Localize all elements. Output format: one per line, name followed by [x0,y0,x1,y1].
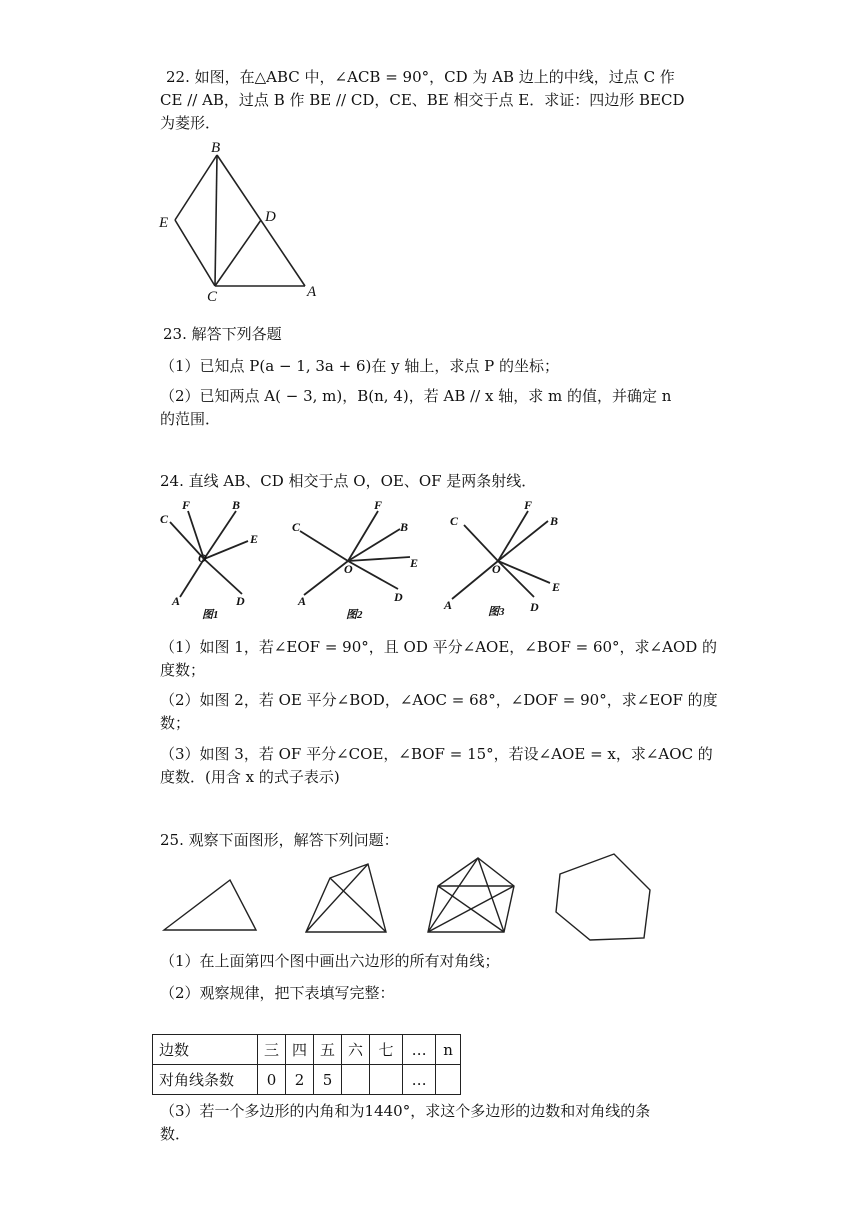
q25-title: 25. 观察下面图形，解答下列问题： [160,831,399,849]
q25-part2: （2）观察规律，把下表填写完整： [160,984,395,1002]
label-E: E [159,215,169,231]
label-F: F [182,498,191,512]
segment-CD [215,220,261,286]
ray-OA [304,561,348,595]
label-O: O [198,551,207,565]
q23-title: 23. 解答下列各题 [163,325,282,343]
label-C: C [292,520,301,534]
q24-part1-line1: （1）如图 1，若∠EOF = 90°，且 OD 平分∠AOE，∠BOF = 60°，求∠AOD 的 [160,638,718,656]
table-cell: 三 [258,1035,286,1065]
label-B: B [400,520,409,534]
table-row [153,1035,461,1065]
segment-BC [215,155,217,286]
q24-title: 24. 直线 AB、CD 相交于点 O，OE、OF 是两条射线． [160,472,537,490]
table-cell: 五 [314,1035,342,1065]
label-A: A [444,598,453,612]
label-B: B [550,514,559,528]
label-B: B [211,140,221,156]
q22-rhombus-figure [155,138,325,308]
label-A: A [298,594,307,608]
quadrilateral-diagonal-1 [330,878,386,932]
segment-EC [175,220,215,286]
table-cell-blank [436,1065,461,1095]
ray-OE [348,557,410,561]
q22-text-line3: 为菱形． [160,114,221,132]
q25-part3-line1: （3）若一个多边形的内角和为1440°，求这个多边形的边数和对角线的条 [160,1102,651,1120]
label-C: C [450,514,459,528]
table-cell: 边数 [153,1035,258,1065]
table-cell: 5 [314,1065,342,1095]
fig2-caption: 图2 [346,609,363,621]
label-E: E [552,580,561,594]
label-C: C [160,512,169,526]
label-D: D [530,600,539,614]
label-E: E [250,532,259,546]
q23-part2-line2: 的范围． [160,410,221,428]
pentagon-diagonal-3 [478,858,504,932]
label-F: F [524,498,533,512]
quadrilateral-shape [306,864,386,932]
quadrilateral-diagonal-2 [306,864,368,932]
ray-OD [348,561,398,589]
fig3-caption: 图3 [488,606,505,618]
label-A: A [172,594,181,608]
table-cell: 0 [258,1065,286,1095]
q25-part1: （1）在上面第四个图中画出六边形的所有对角线； [160,952,500,970]
ray-OE [498,561,550,583]
q25-polygons-figure [158,848,658,946]
label-D: D [265,209,276,225]
table-row [153,1065,461,1095]
label-C: C [207,289,218,305]
label-O: O [492,562,501,576]
q23-part1: （1）已知点 P(a − 1, 3a + 6)在 y 轴上，求点 P 的坐标； [160,357,560,375]
label-E: E [410,556,419,570]
q24-part2-line1: （2）如图 2，若 OE 平分∠BOD，∠AOC = 68°，∠DOF = 90°，求∠EOF 的度 [160,691,718,709]
table-cell-blank [370,1065,403,1095]
ray-OC [300,531,348,561]
q24-figure-1 [160,497,280,622]
table-cell: … [403,1065,436,1095]
table-cell: n [436,1035,461,1065]
label-O: O [344,562,353,576]
ray-OC [464,525,498,561]
label-F: F [374,498,383,512]
table-cell-blank [342,1065,370,1095]
q24-part3-line2: 度数．(用含 x 的式子表示) [160,768,340,786]
label-A: A [307,284,317,300]
ray-OD [204,559,242,594]
diagonals-table [152,1034,461,1095]
label-B: B [232,498,241,512]
q24-part1-line2: 度数； [160,661,206,679]
table-cell: 对角线条数 [153,1065,258,1095]
q22-text-line2: CE // AB，过点 B 作 BE // CD，CE、BE 相交于点 E．求证：四边形 BECD [160,91,685,109]
q24-part2-line2: 数； [160,714,191,732]
q25-part3-line2: 数． [160,1125,191,1143]
ray-OB [348,529,400,561]
q22-text-line1: 22. 如图，在△ABC 中，∠ACB = 90°，CD 为 AB 边上的中线，过点 C 作 [166,68,675,86]
q24-part3-line1: （3）如图 3，若 OF 平分∠COE，∠BOF = 15°，若设∠AOE = x，求∠AOC 的 [160,745,713,763]
segment-BE [175,155,217,220]
label-D: D [236,594,245,608]
ray-OF [498,511,528,561]
table-cell: … [403,1035,436,1065]
ray-OD [498,561,534,597]
q24-figure-3 [440,497,570,622]
triangle-shape [164,880,256,930]
q23-part2-line1: （2）已知两点 A( − 3, m)，B(n, 4)，若 AB // x 轴，求 m 的值，并确定 n [160,387,672,405]
table-cell: 2 [286,1065,314,1095]
ray-OF [348,511,378,561]
hexagon-shape [556,854,650,940]
ray-OB [498,521,548,561]
q24-figure-2 [290,497,425,622]
fig1-caption: 图1 [202,609,219,621]
label-D: D [394,590,403,604]
table-cell: 四 [286,1035,314,1065]
table-cell: 六 [342,1035,370,1065]
table-cell: 七 [370,1035,403,1065]
